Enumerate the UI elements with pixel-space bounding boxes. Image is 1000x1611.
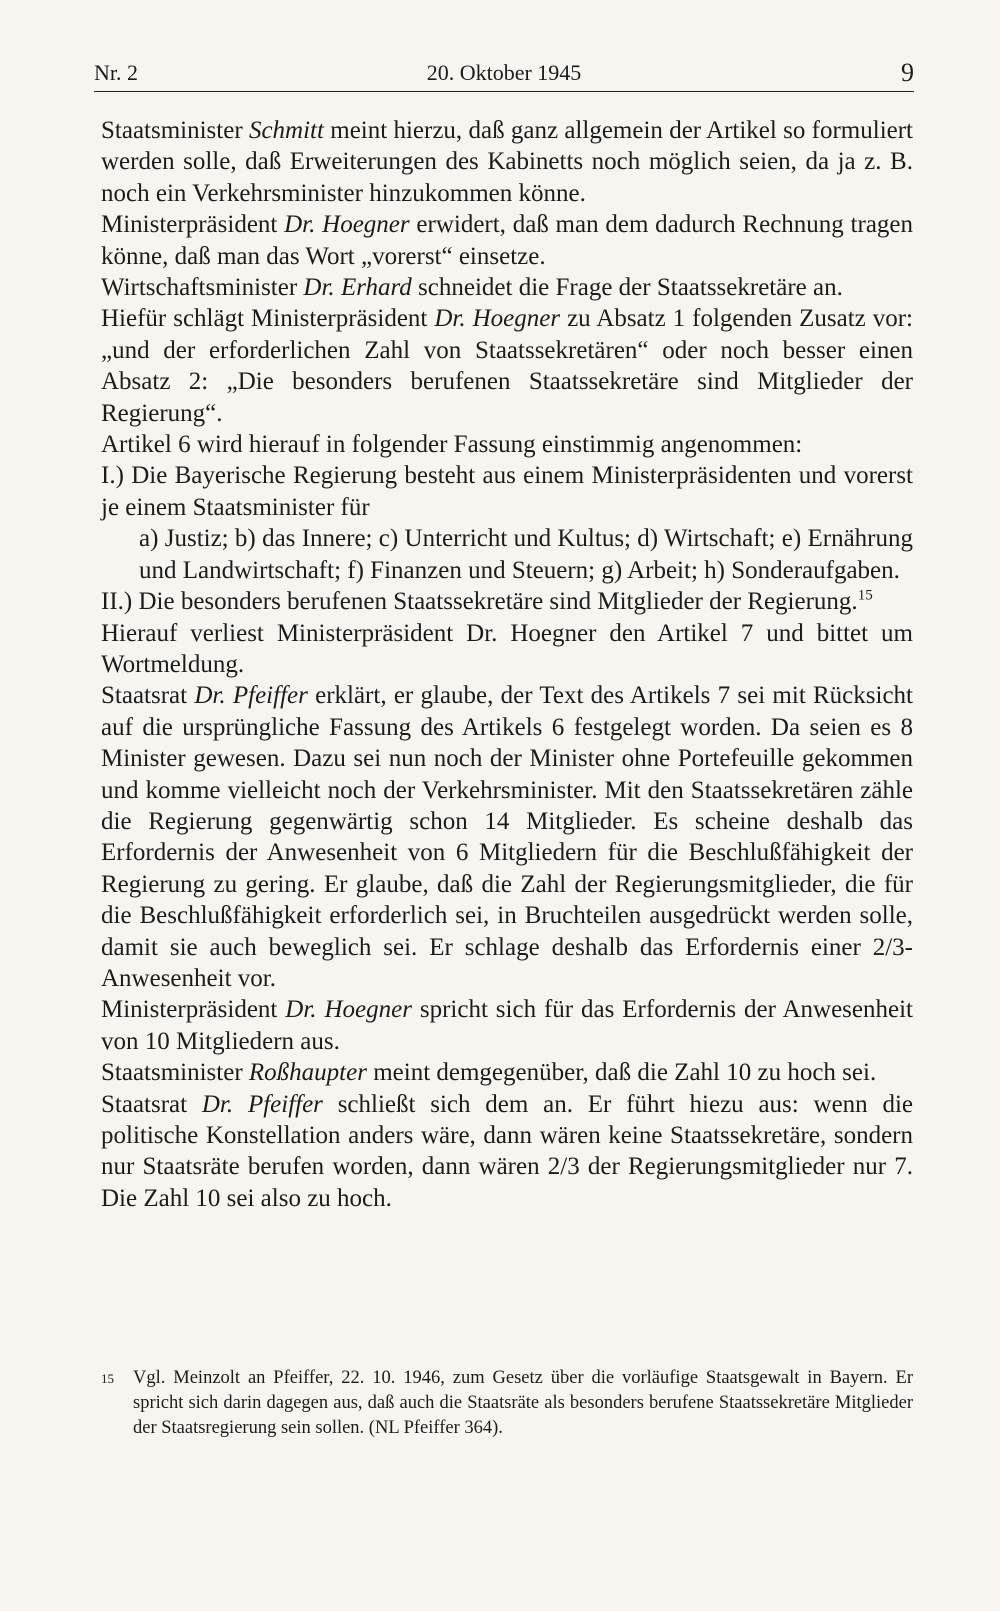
page-number: 9	[901, 58, 914, 87]
running-header	[94, 58, 914, 92]
text-run: a) Justiz; b) das Innere; c) Unterricht und Kultus; d) Wirtschaft; e) Ernährung und Landwirtschaft; f) Finanzen und Steuern; g) Arbeit; h) Sonderaufgaben.	[139, 525, 913, 584]
text-run: zu Absatz 1 folgenden Zusatz vor: „und der erforderlichen Zahl von Staatssekretären“ oder noch besser einen Absatz 2: „Die besonders berufenen Staatssekretäre sind Mitglieder der Regierung“.	[101, 305, 913, 427]
text-run	[226, 682, 233, 709]
text-run: erklärt, er glaube, der Text des Artikels 7 sei mit Rücksicht auf die ursprüngliche Fassung des Artikels 6 festgelegt worden. Da seien es 8 Minister gewesen. Dazu sei nun noch der Minister ohne Portefeuille gekommen und komme vielleicht noch der Verkehrsminister. Mit den Staatssekretären zähle die Regierung gegenwärtig schon 14 Mitglieder. Es scheine deshalb das Erfordernis der Anwesenheit von 6 Mitgliedern für die Beschlußfähigkeit der Regierung zu gering. Er glaube, daß die Zahl der Regierungsmitglieder, die für die Beschlußfähigkeit erforderlich sei, in Bruchteilen ausgedrückt werden solle, damit sie auch beweglich sei. Er schlage deshalb das Erfordernis einer 2/3-Anwesenheit vor.	[101, 682, 913, 992]
italic-name: Pfeiffer	[232, 682, 308, 710]
text-run: schneidet die Frage der Staatssekretäre an.	[411, 274, 843, 302]
italic-name: Hoegner	[324, 996, 412, 1024]
text-run: meint demgegenüber, daß die Zahl 10 zu hoch sei.	[366, 1059, 877, 1087]
italic-name: Erhard	[340, 274, 412, 302]
text-run: II.) Die besonders berufenen Staatssekretäre sind Mitglieder der Regierung.	[101, 588, 858, 616]
text-run: Hierauf verliest Ministerpräsident Dr. Hoegner den Artikel 7 und bittet um Wortmeldung.	[101, 619, 913, 678]
paragraph	[101, 303, 913, 429]
text-run: schließt sich dem an. Er führt hiezu aus: wenn die politische Konstellation anders wäre, dann wären keine Staatssekretäre, sondern nur Staatsräte berufen worden, dann wären 2/3 der Regierungsmitglieder nur 7. Die Zahl 10 sei also zu hoch.	[101, 1090, 913, 1212]
text-run: Ministerpräsident	[101, 211, 285, 239]
text-run: Staatsrat	[101, 682, 195, 710]
italic-name: Schmitt	[248, 117, 324, 144]
paragraph	[101, 272, 913, 303]
paragraph	[101, 618, 913, 681]
italic-name: Dr.	[284, 211, 316, 239]
body-text	[101, 115, 913, 1214]
paragraph	[101, 1089, 913, 1215]
footnote-mark: 15	[101, 1371, 114, 1386]
paragraph	[101, 523, 913, 586]
italic-name: Pfeiffer	[247, 1090, 323, 1118]
paragraph	[101, 460, 913, 523]
text-run: meint hierzu, daß ganz allgemein der Artikel so formuliert werden solle, daß Erweiterungen des Kabinetts noch möglich seien, da ja z. B. noch ein Verkehrsminister hinzukommen könne.	[101, 117, 914, 207]
text-run	[233, 1091, 248, 1118]
italic-name: Hoegner	[472, 305, 561, 333]
paragraph	[101, 994, 913, 1057]
footnote-reference: 15	[857, 587, 873, 604]
paragraph	[101, 115, 913, 209]
italic-name: Hoegner	[322, 211, 410, 239]
text-run: Staatsrat	[101, 1090, 202, 1118]
text-run: erwidert, daß man dem dadurch Rechnung tragen könne, daß man das Wort „vorerst“ einsetze.	[101, 211, 914, 270]
italic-name: Dr.	[434, 305, 466, 333]
paragraph	[101, 680, 913, 994]
footnote-area	[101, 1366, 913, 1441]
text-run: Staatsminister	[101, 117, 249, 144]
italic-name: Dr.	[303, 274, 335, 302]
header-date: 20. Oktober 1945	[426, 60, 582, 85]
paragraph	[101, 429, 913, 460]
text-run: Ministerpräsident	[101, 996, 286, 1024]
paragraph	[101, 209, 913, 272]
text-run: I.) Die Bayerische Regierung besteht aus einem Ministerpräsidenten und vorerst je einem Staatsminister für	[101, 462, 913, 521]
text-run	[466, 305, 473, 332]
italic-name: Roßhaupter	[248, 1059, 367, 1087]
text-run: Hiefür schlägt Ministerpräsident	[101, 305, 435, 333]
text-run: Wirtschaftsminister	[101, 274, 304, 302]
italic-name: Dr.	[201, 1090, 234, 1118]
issue-number: Nr. 2	[94, 60, 138, 85]
header-rule	[94, 91, 914, 92]
footnote-text: Vgl. Meinzolt an Pfeiffer, 22. 10. 1946, zum Gesetz über die vorläufige Staatsgewalt in Bayern. Er spricht sich darin dagegen aus, daß auch die Staatsräte als besonders berufene Staatssekretäre Mitglieder der Staatsregierung sein sollen. (NL Pfeiffer 364).	[133, 1368, 913, 1438]
paragraph	[101, 586, 913, 617]
text-run: Staatsminister	[101, 1059, 249, 1087]
italic-name: Dr.	[285, 996, 317, 1024]
italic-name: Dr.	[194, 682, 226, 710]
text-run: Artikel 6 wird hierauf in folgender Fassung einstimmig angenommen:	[101, 431, 803, 459]
paragraph	[101, 1057, 913, 1088]
text-run: spricht sich für das Erfordernis der Anwesenheit von 10 Mitgliedern aus.	[101, 996, 913, 1055]
